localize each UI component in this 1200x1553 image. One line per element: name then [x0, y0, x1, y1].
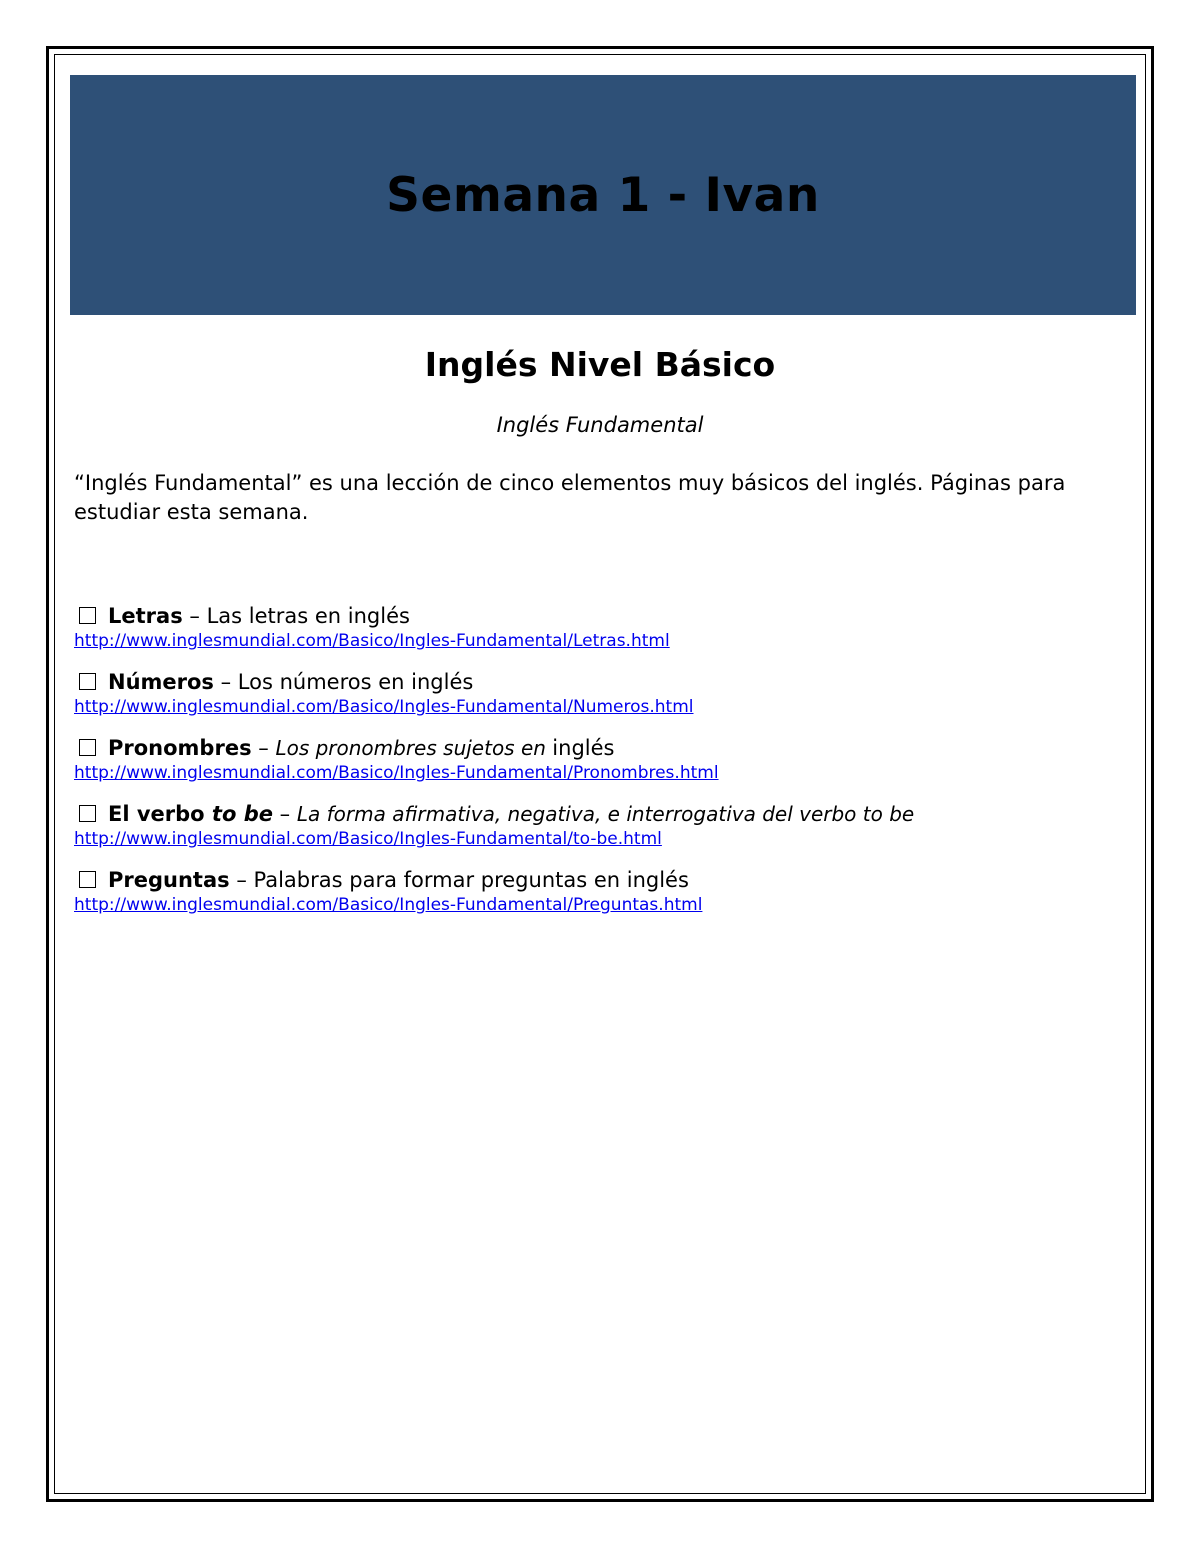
item-separator: – [182, 604, 207, 628]
item-heading-line [74, 734, 1134, 763]
empty-checkbox-icon[interactable] [79, 805, 96, 822]
lesson-tagline: Inglés Fundamental [496, 413, 704, 437]
empty-checkbox-icon[interactable] [79, 607, 96, 624]
study-list [74, 602, 1134, 932]
item-heading-line [74, 800, 1134, 829]
item-separator: – [272, 802, 297, 826]
item-separator: – [213, 670, 238, 694]
study-item-verbo-to-be [74, 800, 1134, 849]
item-heading-line [74, 602, 1134, 631]
item-description-italic: La forma afirmativa, negativa, e interrogativa del verbo to be [296, 802, 915, 826]
item-link[interactable]: http://www.inglesmundial.com/Basico/Ingles-Fundamental/to-be.html [74, 829, 662, 849]
course-title: Inglés Nivel Básico [424, 345, 776, 384]
item-link[interactable]: http://www.inglesmundial.com/Basico/Ingles-Fundamental/Letras.html [74, 631, 670, 651]
item-heading-line [74, 866, 1134, 895]
item-description-italic: Los pronombres sujetos en [275, 736, 553, 760]
title-banner [70, 75, 1136, 315]
page-inner-border [54, 54, 1146, 1494]
item-link[interactable]: http://www.inglesmundial.com/Basico/Ingles-Fundamental/Preguntas.html [74, 895, 703, 915]
item-link[interactable]: http://www.inglesmundial.com/Basico/Ingles-Fundamental/Numeros.html [74, 697, 694, 717]
item-name: El verbo [108, 802, 212, 826]
study-item-letras [74, 602, 1134, 651]
item-name: Preguntas [108, 868, 230, 892]
empty-checkbox-icon[interactable] [79, 739, 96, 756]
study-item-preguntas [74, 866, 1134, 915]
study-item-pronombres [74, 734, 1134, 783]
item-name: Letras [108, 604, 183, 628]
study-item-numeros [74, 668, 1134, 717]
item-name: Pronombres [108, 736, 252, 760]
item-link[interactable]: http://www.inglesmundial.com/Basico/Ingles-Fundamental/Pronombres.html [74, 763, 719, 783]
banner-title: Semana 1 - Ivan [386, 167, 820, 223]
item-description-tail: inglés [552, 736, 615, 760]
item-description: Los números en inglés [237, 670, 474, 694]
page-outer-border [46, 46, 1154, 1502]
empty-checkbox-icon[interactable] [79, 673, 96, 690]
item-description: Las letras en inglés [206, 604, 410, 628]
item-heading-line [74, 668, 1134, 697]
item-name-emphasis: to be [211, 802, 273, 826]
intro-paragraph: “Inglés Fundamental” es una lección de cinco elementos muy básicos del inglés. Páginas para estudiar esta semana. [74, 471, 1066, 524]
item-name: Números [108, 670, 214, 694]
item-description: Palabras para formar preguntas en inglés [253, 868, 689, 892]
item-separator: – [251, 736, 276, 760]
item-separator: – [229, 868, 254, 892]
empty-checkbox-icon[interactable] [79, 871, 96, 888]
